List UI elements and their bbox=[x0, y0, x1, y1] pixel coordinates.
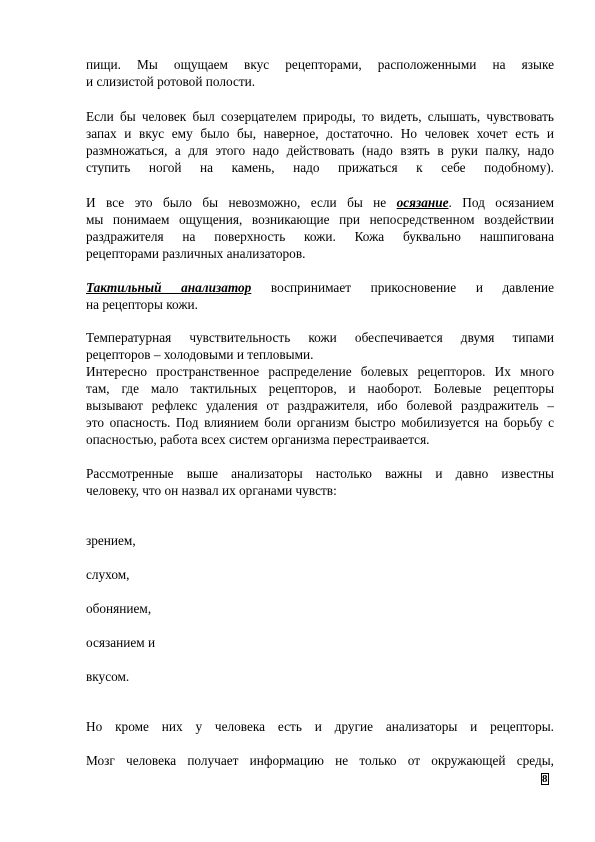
paragraph-senses-intro bbox=[86, 465, 554, 499]
text-line: Температурная чувствительность кожи обеспечивается двумя типами bbox=[86, 330, 554, 345]
paragraph-other-analyzers bbox=[86, 718, 554, 735]
list-item: обонянием, bbox=[86, 601, 152, 616]
term-tactile-analyzer: Тактильный анализатор bbox=[86, 280, 252, 295]
paragraph-brain bbox=[86, 752, 554, 769]
text-line: Рассмотренные выше анализаторы настолько важны и давно известны bbox=[86, 466, 554, 481]
text-line: на рецепторы кожи. bbox=[86, 297, 198, 312]
text-line: Интересно пространственное распределение болевых рецепторов. Их много bbox=[86, 364, 554, 379]
text-line bbox=[86, 279, 554, 296]
text-line: ступить ногой на камень, надо прижаться к себе подобному). bbox=[86, 160, 554, 175]
text-line: мы понимаем ощущения, возникающие при непосредственном воздействии bbox=[86, 212, 554, 227]
text-line: там, где мало тактильных рецепторов, и наоборот. Болевые рецепторы bbox=[86, 381, 554, 396]
text-fragment: воспринимает прикосновение и давление bbox=[251, 280, 554, 295]
text-line: раздражителя на поверхность кожи. Кожа буквально нашпигована bbox=[86, 229, 554, 244]
text-line: рецепторов – холодовыми и тепловыми. bbox=[86, 347, 314, 362]
paragraph-taste bbox=[86, 56, 554, 90]
text-fragment: . Под осязанием bbox=[448, 195, 554, 210]
text-line: это опасность. Под влиянием боли организм быстро мобилизуется на борьбу с bbox=[86, 415, 554, 430]
text-line: пищи. Мы ощущаем вкус рецепторами, расположенными на языке bbox=[86, 57, 554, 72]
text-line: Но кроме них у человека есть и другие анализаторы и рецепторы. bbox=[86, 719, 554, 734]
text-line: опасностью, работа всех систем организма перестраивается. bbox=[86, 432, 430, 447]
list-item: вкусом. bbox=[86, 669, 130, 684]
list-item: слухом, bbox=[86, 567, 130, 582]
text-line: запах и вкус ему было бы, наверное, достаточно. Но человек хочет есть и bbox=[86, 126, 554, 141]
text-line: размножаться, а для этого надо действовать (надо взять в руки палку, надо bbox=[86, 143, 554, 158]
paragraph-temperature-pain bbox=[86, 329, 554, 448]
list-item: осязанием и bbox=[86, 635, 156, 650]
paragraph-touch bbox=[86, 194, 554, 262]
text-line: человеку, что он назвал их органами чувств: bbox=[86, 483, 337, 498]
page-number: 8 bbox=[542, 773, 548, 785]
list-item: зрением, bbox=[86, 533, 136, 548]
text-fragment: И все это было бы невозможно, если бы не bbox=[86, 195, 387, 210]
paragraph-contemplator bbox=[86, 108, 554, 176]
text-line: вызывают рефлекс удаления от раздражителя, ибо болевой раздражитель – bbox=[86, 398, 554, 413]
text-line bbox=[86, 194, 554, 211]
text-line: и слизистой ротовой полости. bbox=[86, 74, 256, 89]
paragraph-tactile bbox=[86, 279, 554, 313]
text-line: Мозг человека получает информацию не только от окружающей среды, bbox=[86, 753, 554, 768]
term-touch: осязание bbox=[396, 195, 449, 210]
text-line: Если бы человек был созерцателем природы, то видеть, слышать, чувствовать bbox=[86, 109, 554, 124]
text-line: рецепторами различных анализаторов. bbox=[86, 246, 306, 261]
